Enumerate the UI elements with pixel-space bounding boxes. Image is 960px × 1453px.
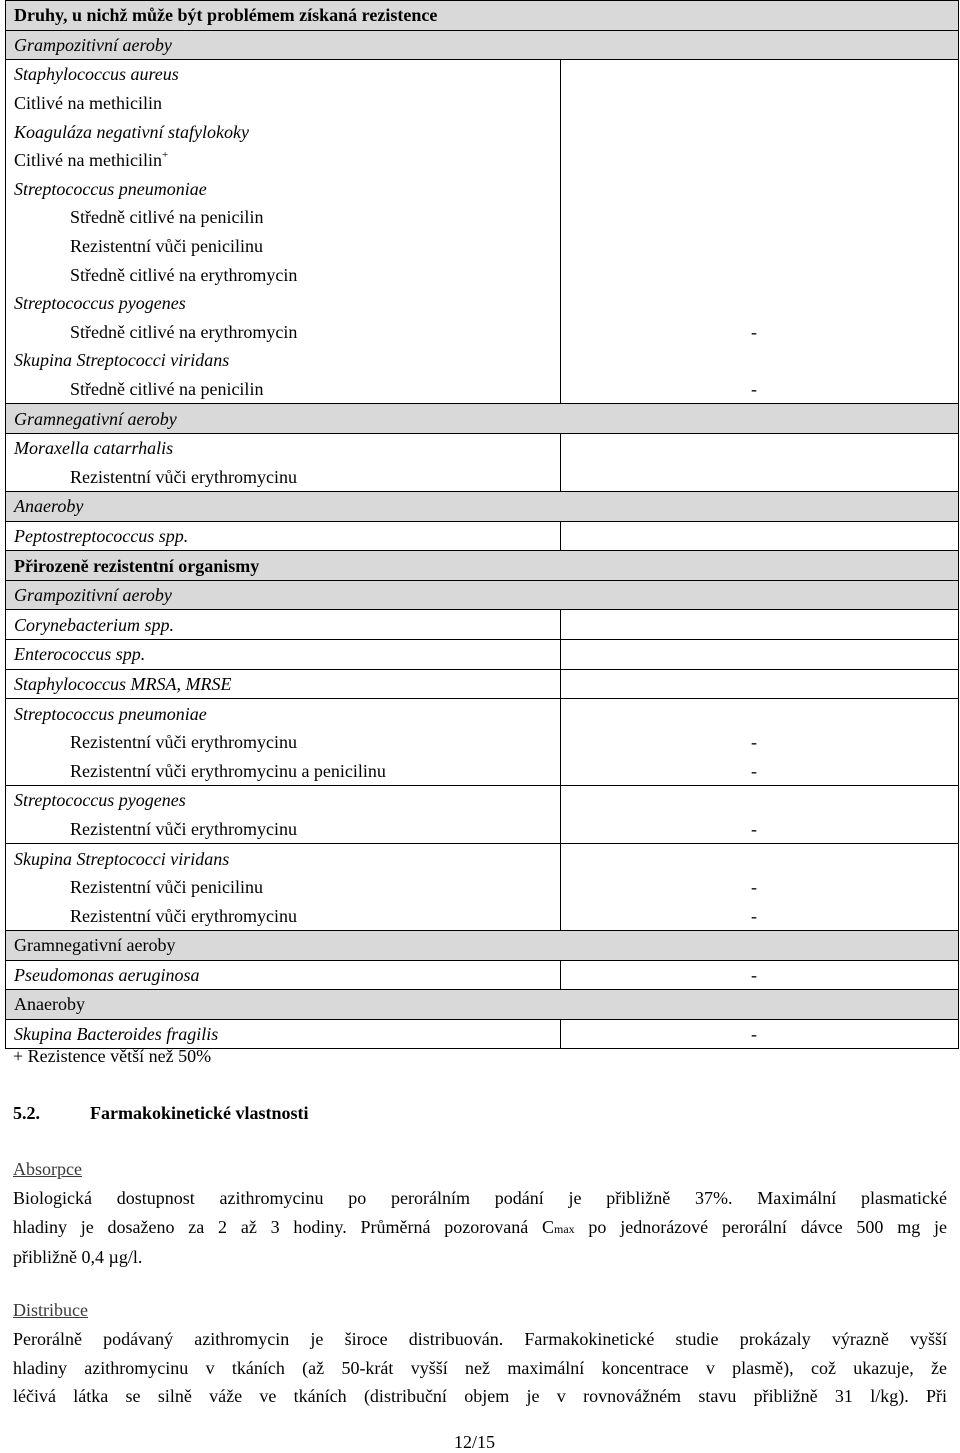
paragraph-line: Biologická dostupnost azithromycinu po perorálním podání je přibližně 37%. Maximální plasmatické — [13, 1188, 947, 1208]
table-row — [6, 492, 959, 522]
table-row — [6, 669, 959, 699]
organism-label: Peptostreptococcus spp. — [6, 521, 561, 551]
row-label — [6, 146, 561, 175]
table-row — [6, 1019, 959, 1049]
page-number: 12/15 — [454, 1432, 496, 1452]
value-cell: - — [561, 756, 959, 785]
group-heading: Anaeroby — [6, 492, 959, 522]
section-heading — [13, 1103, 309, 1124]
value-cell: - — [561, 815, 959, 844]
distribuce-paragraph — [13, 1325, 947, 1411]
table-row — [6, 756, 959, 785]
row-label: Citlivé na methicilin — [6, 89, 561, 118]
organism-label: Pseudomonas aeruginosa — [6, 960, 561, 990]
table-row — [6, 521, 959, 551]
table-row — [6, 346, 959, 375]
table-row — [6, 873, 959, 902]
table-heading: Přirozeně rezistentní organismy — [6, 551, 959, 581]
paragraph-line — [13, 1213, 947, 1244]
table-row — [6, 610, 959, 640]
value-cell: - — [561, 1019, 959, 1049]
table-row — [6, 901, 959, 930]
table-footnote: + Rezistence větší než 50% — [13, 1046, 212, 1066]
organism-label: Streptococcus pneumoniae — [6, 175, 561, 204]
row-label: Rezistentní vůči penicilinu — [6, 232, 561, 261]
table-heading: Druhy, u nichž může být problémem získaná rezistence — [6, 1, 959, 31]
group-heading: Grampozitivní aeroby — [6, 30, 959, 60]
group-heading: Anaeroby — [6, 990, 959, 1020]
value-cell: - — [561, 375, 959, 404]
table-row — [6, 404, 959, 434]
organism-label: Streptococcus pneumoniae — [6, 699, 561, 728]
organism-label: Moraxella catarrhalis — [6, 433, 561, 462]
group-heading: Gramnegativní aeroby — [6, 404, 959, 434]
organism-label: Streptococcus pyogenes — [6, 289, 561, 318]
table-row — [6, 815, 959, 844]
row-label: Rezistentní vůči erythromycinu — [6, 463, 561, 492]
value-cell: - — [561, 873, 959, 902]
resistance-table — [5, 0, 959, 1049]
section-title: Farmakokinetické vlastnosti — [90, 1103, 309, 1123]
organism-label: Corynebacterium spp. — [6, 610, 561, 640]
value-cell: - — [561, 318, 959, 347]
value-cell — [561, 521, 959, 551]
organism-label: Staphylococcus aureus — [6, 60, 561, 89]
paragraph-line: léčivá látka se silně váže ve tkáních (distribuční objem je v rovnovážném stavu přibližně 31 l/kg). Při — [13, 1386, 947, 1406]
distribuce-heading: Distribuce — [13, 1300, 88, 1320]
row-label: Rezistentní vůči erythromycinu — [6, 728, 561, 757]
table-row — [6, 580, 959, 610]
table-row — [6, 640, 959, 670]
paragraph-line: hladiny azithromycinu v tkáních (až 50-krát vyšší než maximální koncentrace v plasmě), což ukazuje, že — [13, 1357, 947, 1378]
value-cell: - — [561, 728, 959, 757]
value-cell — [561, 346, 959, 375]
line-text: hladiny je dosaženo za 2 až 3 hodiny. Průměrná pozorovaná C — [13, 1216, 554, 1237]
table-row — [6, 60, 959, 89]
paragraph-line: přibližně 0,4 µg/l. — [13, 1247, 143, 1267]
group-heading: Grampozitivní aeroby — [6, 580, 959, 610]
organism-label: Enterococcus spp. — [6, 640, 561, 670]
section-number: 5.2. — [13, 1103, 40, 1123]
line-text: po jednorázové perorální dávce 500 mg je — [574, 1216, 947, 1237]
row-label: Středně citlivé na penicilin — [6, 203, 561, 232]
organism-label: Streptococcus pyogenes — [6, 786, 561, 815]
table-row — [6, 728, 959, 757]
value-cell — [561, 640, 959, 670]
value-cell — [561, 60, 959, 318]
row-label: Rezistentní vůči penicilinu — [6, 873, 561, 902]
row-label-text: Citlivé na methicilin — [14, 150, 162, 171]
table-row — [6, 318, 959, 347]
row-label: Rezistentní vůči erythromycinu — [6, 815, 561, 844]
value-cell — [561, 669, 959, 699]
organism-label: Skupina Streptococci viridans — [6, 346, 561, 375]
absorpce-heading: Absorpce — [13, 1159, 82, 1179]
value-cell — [561, 433, 959, 491]
row-label: Středně citlivé na penicilin — [6, 375, 561, 404]
table-row — [6, 433, 959, 462]
table-row — [6, 844, 959, 873]
table-row — [6, 551, 959, 581]
footnote-marker: + — [161, 149, 169, 162]
table-row — [6, 699, 959, 728]
organism-label: Skupina Streptococci viridans — [6, 844, 561, 873]
organism-label — [6, 669, 561, 699]
row-label-text: Staphylococcus MRSA, MRSE — [14, 673, 232, 694]
table-row — [6, 990, 959, 1020]
value-cell — [561, 699, 959, 728]
value-cell: - — [561, 901, 959, 930]
row-label: Rezistentní vůči erythromycinu a penicilinu — [6, 756, 561, 785]
row-label: Středně citlivé na erythromycin — [6, 318, 561, 347]
value-cell: - — [561, 960, 959, 990]
value-cell — [561, 786, 959, 815]
table-row — [6, 1, 959, 31]
table-row — [6, 30, 959, 60]
absorpce-paragraph — [13, 1184, 947, 1272]
table-row — [6, 960, 959, 990]
row-label: Rezistentní vůči erythromycinu — [6, 901, 561, 930]
row-label: Středně citlivé na erythromycin — [6, 260, 561, 289]
table-row — [6, 786, 959, 815]
value-cell — [561, 610, 959, 640]
organism-label: Koaguláza negativní stafylokoky — [6, 117, 561, 146]
subscript-text: max — [553, 1221, 575, 1236]
table-row — [6, 931, 959, 961]
organism-label: Skupina Bacteroides fragilis — [6, 1019, 561, 1049]
value-cell — [561, 844, 959, 873]
table-row — [6, 375, 959, 404]
group-heading: Gramnegativní aeroby — [6, 931, 959, 961]
paragraph-line: Perorálně podávaný azithromycin je široce distribuován. Farmakokinetické studie prokázaly výrazně vyšší — [13, 1329, 947, 1349]
